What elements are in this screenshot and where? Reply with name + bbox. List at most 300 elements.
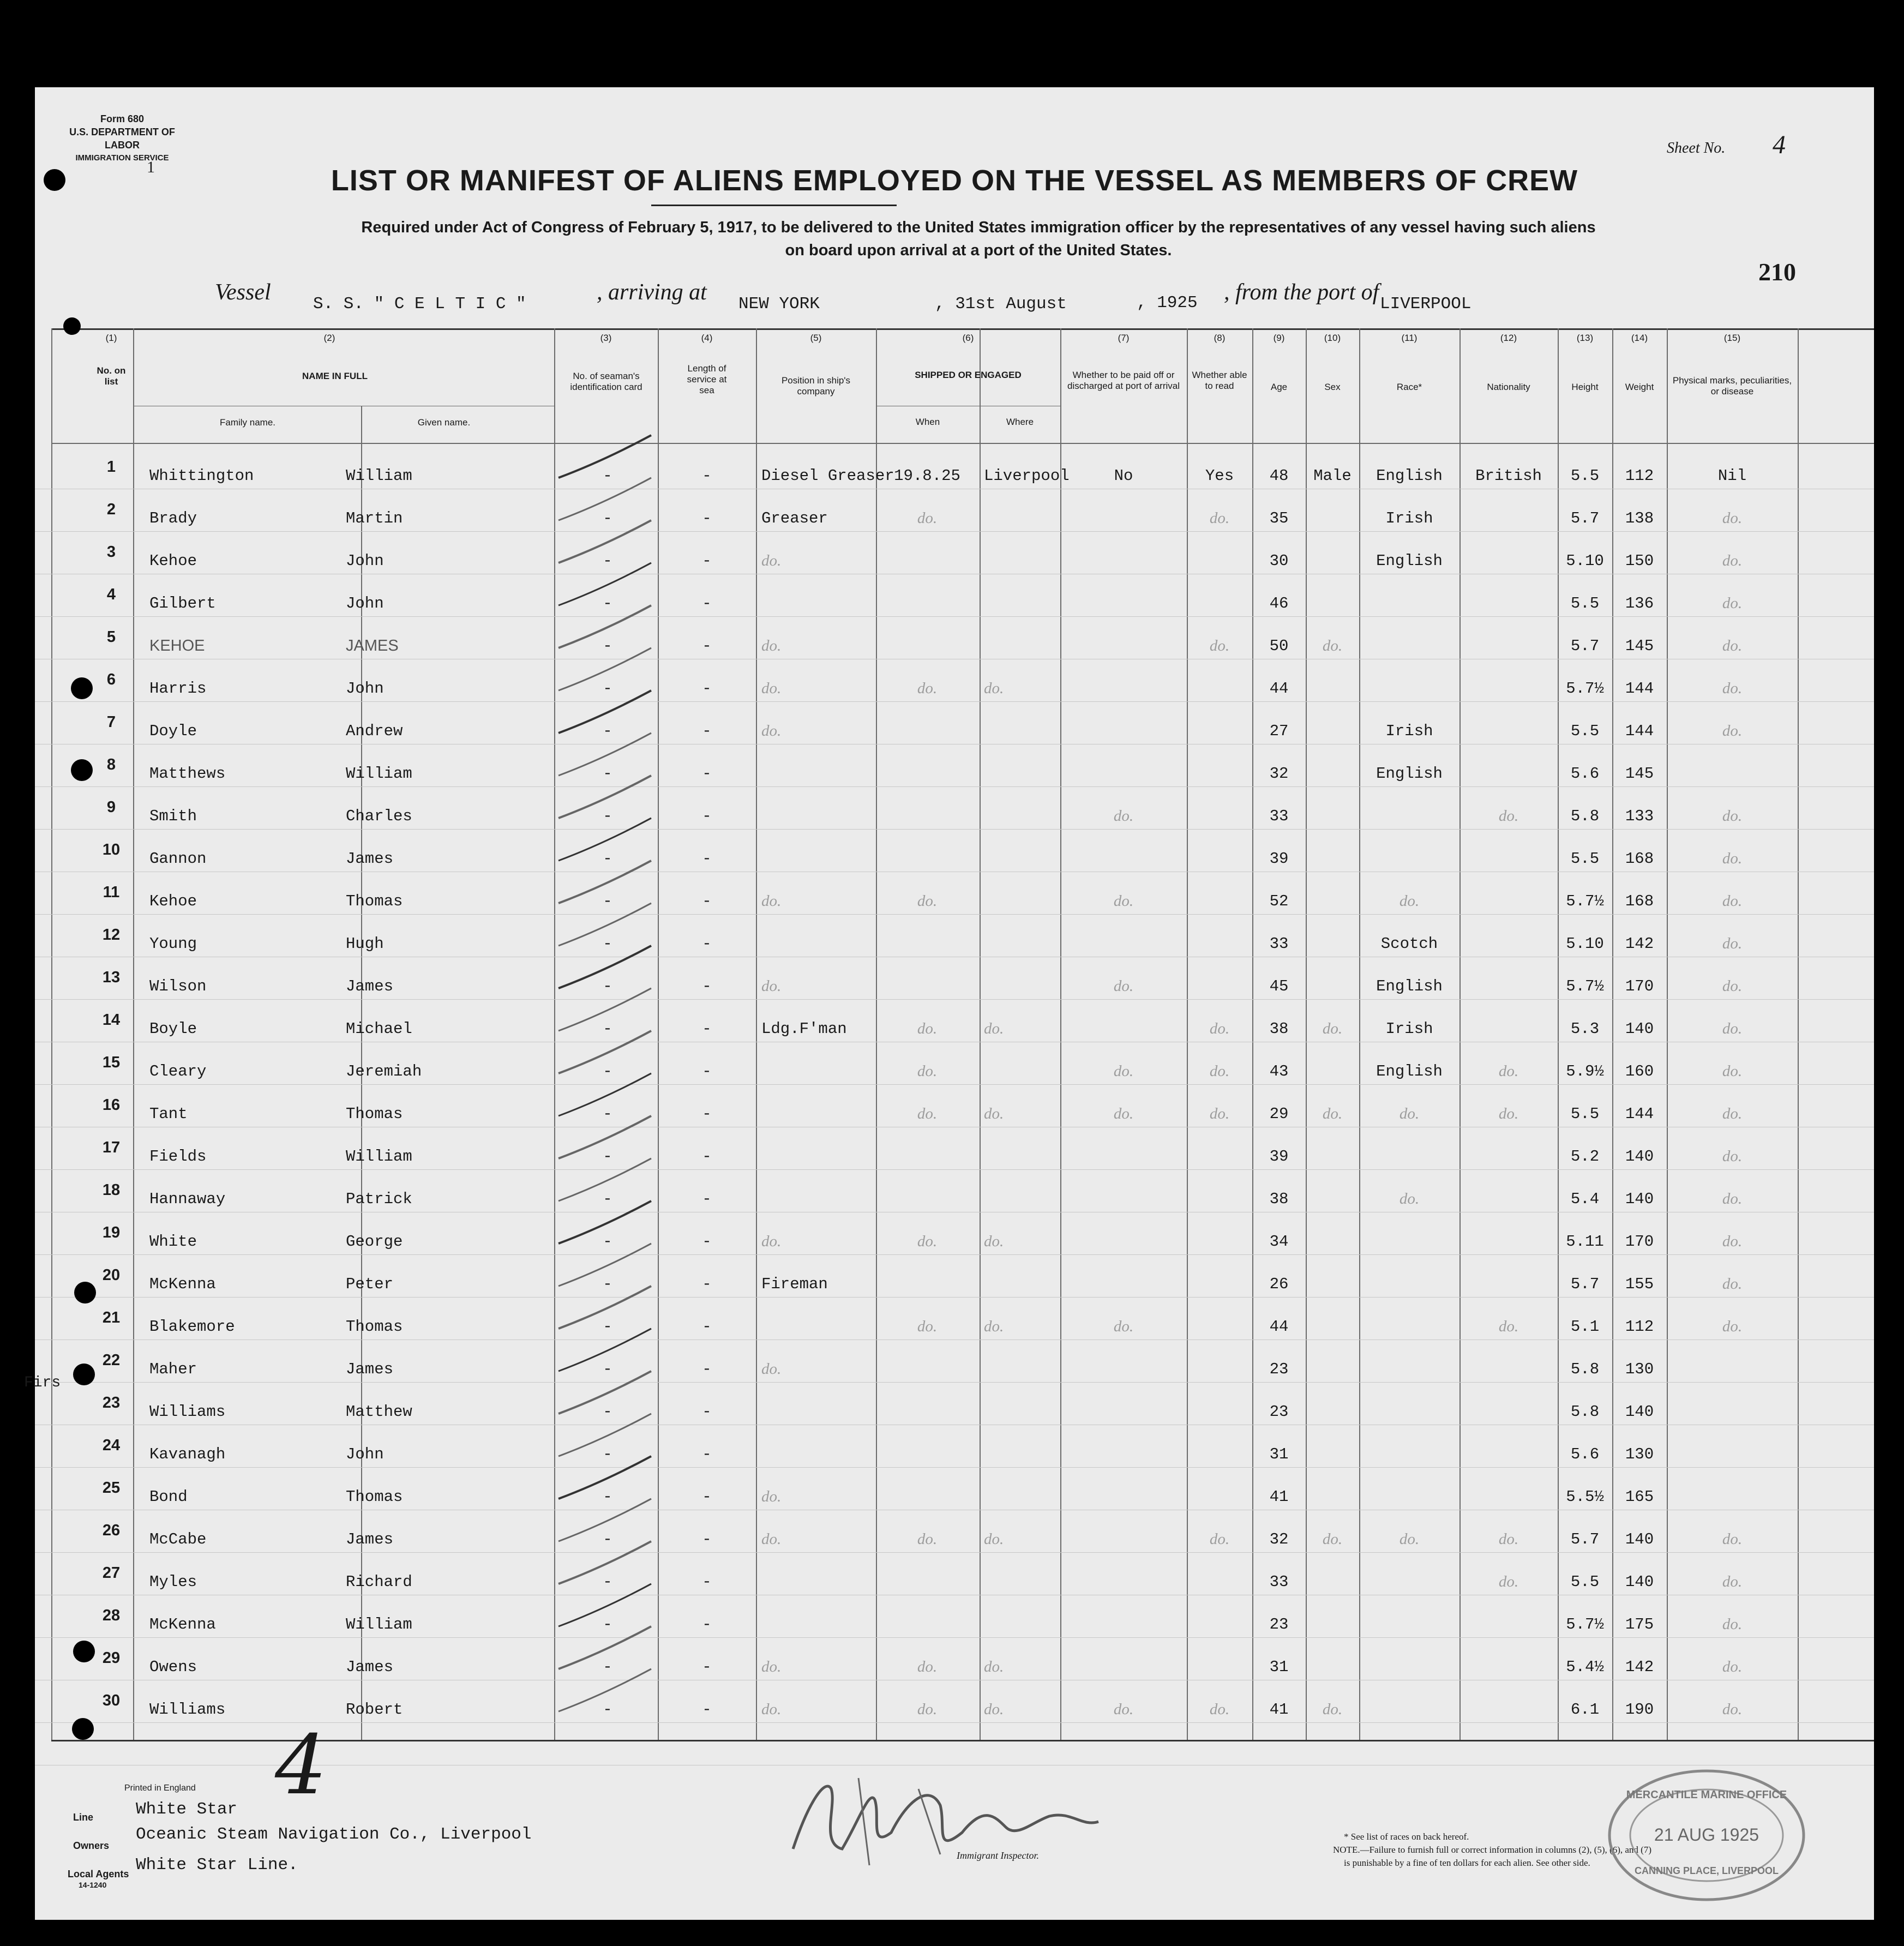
row-number: 26 xyxy=(102,1522,121,1539)
cell-given: James xyxy=(346,1360,394,1378)
cell-family: White xyxy=(149,1233,197,1251)
row-rule xyxy=(35,829,1874,830)
cell-marks: do. xyxy=(1722,1318,1743,1335)
cell-nat: British xyxy=(1475,467,1542,485)
cell-height: 5.3 xyxy=(1570,1020,1600,1038)
cell-age: 45 xyxy=(1269,977,1289,995)
cell-family: McCabe xyxy=(149,1530,207,1548)
cell-where: do. xyxy=(984,1233,1004,1250)
cell-age: 32 xyxy=(1269,765,1289,783)
cell-weight: 140 xyxy=(1625,1020,1654,1038)
cell-age: 33 xyxy=(1269,935,1289,953)
cell-nat: do. xyxy=(1498,1105,1519,1122)
cell-family: McKenna xyxy=(149,1615,216,1633)
cell-when: do. xyxy=(917,1658,938,1675)
row-number: 23 xyxy=(102,1394,121,1412)
cell-service: - xyxy=(702,1488,712,1506)
cell-given: Thomas xyxy=(346,1105,403,1123)
cell-given: William xyxy=(346,467,412,485)
stamp-bottom-text: CANNING PLACE, LIVERPOOL xyxy=(1634,1865,1779,1876)
row-number: 17 xyxy=(102,1139,121,1156)
cell-family: Gilbert xyxy=(149,594,216,612)
cell-when: 19.8.25 xyxy=(894,467,960,485)
cell-race: Scotch xyxy=(1380,935,1438,953)
cell-read: do. xyxy=(1209,1530,1230,1548)
cell-card: - xyxy=(603,594,612,612)
cell-weight: 155 xyxy=(1625,1275,1654,1293)
cell-height: 5.6 xyxy=(1570,1445,1600,1463)
cell-card: - xyxy=(603,1020,612,1038)
cell-family: KEHOE xyxy=(149,637,205,654)
row-number: 3 xyxy=(106,543,116,561)
cell-sex: do. xyxy=(1322,637,1343,654)
cell-family: Wilson xyxy=(149,977,207,995)
cell-service: - xyxy=(702,467,712,485)
cell-marks: do. xyxy=(1722,1062,1743,1080)
cell-position: do. xyxy=(761,977,782,995)
cell-weight: 112 xyxy=(1625,467,1654,485)
cell-given: Thomas xyxy=(346,892,403,910)
cell-weight: 142 xyxy=(1625,1658,1654,1676)
form-code: 14-1240 xyxy=(79,1881,107,1889)
cell-position: Greaser xyxy=(761,509,828,527)
given-name-header: Given name. xyxy=(417,417,471,428)
cell-race: Irish xyxy=(1385,509,1433,527)
cell-weight: 140 xyxy=(1625,1148,1654,1166)
row-rule xyxy=(35,701,1874,702)
row-number: 29 xyxy=(102,1649,121,1667)
cell-age: 43 xyxy=(1269,1062,1289,1080)
cell-age: 32 xyxy=(1269,1530,1289,1548)
cell-height: 5.7 xyxy=(1570,1530,1600,1548)
cell-weight: 144 xyxy=(1625,722,1654,740)
cell-position: do. xyxy=(761,1233,782,1250)
cell-card: - xyxy=(603,1275,612,1293)
col14-header: Weight xyxy=(1625,382,1654,392)
cell-card: - xyxy=(603,680,612,698)
cell-height: 5.5 xyxy=(1570,467,1600,485)
col3-number: (3) xyxy=(600,333,612,343)
punch-hole xyxy=(73,1641,95,1662)
cell-when: do. xyxy=(917,1062,938,1080)
col8-number: (8) xyxy=(1214,333,1226,343)
manifest-title: LIST OR MANIFEST OF ALIENS EMPLOYED ON THE VESSEL AS MEMBERS OF CREW xyxy=(331,164,1578,197)
cell-service: - xyxy=(702,722,712,740)
row-rule xyxy=(35,1169,1874,1170)
cell-given: Thomas xyxy=(346,1318,403,1336)
cell-when: do. xyxy=(917,1701,938,1718)
total-mark: 4 xyxy=(275,1718,327,1813)
col2-number: (2) xyxy=(323,333,335,343)
row-rule xyxy=(35,1382,1874,1383)
row-number: 8 xyxy=(106,756,116,773)
cell-height: 5.8 xyxy=(1570,1360,1600,1378)
cell-height: 5.8 xyxy=(1570,807,1600,825)
cell-service: - xyxy=(702,1233,712,1251)
cell-read: do. xyxy=(1209,1062,1230,1080)
cell-card: - xyxy=(603,1062,612,1080)
cell-position: do. xyxy=(761,892,782,910)
cell-weight: 133 xyxy=(1625,807,1654,825)
cell-age: 23 xyxy=(1269,1360,1289,1378)
row-rule xyxy=(35,616,1874,617)
cell-height: 5.7 xyxy=(1570,1275,1600,1293)
cell-age: 38 xyxy=(1269,1020,1289,1038)
cell-marks: do. xyxy=(1722,637,1743,654)
cell-service: - xyxy=(702,1530,712,1548)
title-underline xyxy=(651,205,897,206)
cell-given: John xyxy=(346,1445,384,1463)
cell-when: do. xyxy=(917,680,938,697)
corner-mark: 1 xyxy=(147,158,155,176)
cell-marks: do. xyxy=(1722,1190,1743,1208)
cell-height: 5.5 xyxy=(1570,1105,1600,1123)
when-header: When xyxy=(915,417,940,427)
cell-family: Hannaway xyxy=(149,1190,226,1208)
cell-sex: do. xyxy=(1322,1530,1343,1548)
cell-age: 23 xyxy=(1269,1615,1289,1633)
cell-family: Boyle xyxy=(149,1020,197,1038)
cell-weight: 145 xyxy=(1625,765,1654,783)
cell-weight: 165 xyxy=(1625,1488,1654,1506)
cell-age: 38 xyxy=(1269,1190,1289,1208)
cell-service: - xyxy=(702,1148,712,1166)
cell-family: Young xyxy=(149,935,197,953)
cell-where: do. xyxy=(984,1701,1004,1718)
col5-header: Position in ship's company xyxy=(781,375,851,397)
cell-marks: do. xyxy=(1722,1105,1743,1122)
cell-height: 6.1 xyxy=(1570,1701,1600,1719)
subtitle-line-2: on board upon arrival at a port of the United States. xyxy=(785,242,1172,259)
row-number: 14 xyxy=(102,1011,121,1029)
col9-number: (9) xyxy=(1273,333,1285,343)
cell-service: - xyxy=(702,1105,712,1123)
cell-card: - xyxy=(603,1701,612,1719)
cell-given: Matthew xyxy=(346,1403,412,1421)
cell-when: do. xyxy=(917,1233,938,1250)
cell-where: do. xyxy=(984,1105,1004,1122)
cell-sex: do. xyxy=(1322,1105,1343,1122)
cell-service: - xyxy=(702,1318,712,1336)
cell-paid: do. xyxy=(1113,1062,1134,1080)
cell-card: - xyxy=(603,1615,612,1633)
cell-card: - xyxy=(603,552,612,570)
punch-hole xyxy=(71,677,93,699)
row-number: 9 xyxy=(106,798,116,816)
cell-card: - xyxy=(603,1445,612,1463)
note-line-2: is punishable by a fine of ten dollars for each alien. See other side. xyxy=(1344,1858,1590,1868)
row-rule xyxy=(35,1254,1874,1255)
cell-service: - xyxy=(702,1615,712,1633)
cell-service: - xyxy=(702,892,712,910)
row-number: 7 xyxy=(106,713,116,731)
cell-position: Ldg.F'man xyxy=(761,1020,847,1038)
punch-hole xyxy=(71,759,93,781)
col13-number: (13) xyxy=(1576,333,1594,343)
col12-number: (12) xyxy=(1500,333,1517,343)
cell-height: 5.1 xyxy=(1570,1318,1600,1336)
cell-service: - xyxy=(702,1190,712,1208)
cell-card: - xyxy=(603,637,612,655)
cell-card: - xyxy=(603,1190,612,1208)
department-name: U.S. DEPARTMENT OF LABOR xyxy=(69,127,175,151)
cell-age: 41 xyxy=(1269,1488,1289,1506)
cell-position: do. xyxy=(761,722,782,740)
cell-read: do. xyxy=(1209,1105,1230,1122)
punch-hole xyxy=(44,169,65,191)
cell-height: 5.7 xyxy=(1570,509,1600,527)
row-number: 11 xyxy=(103,884,120,901)
cell-family: Williams xyxy=(149,1701,226,1719)
cell-service: - xyxy=(702,680,712,698)
col4-number: (4) xyxy=(701,333,713,343)
cell-family: Owens xyxy=(149,1658,197,1676)
cell-weight: 130 xyxy=(1625,1360,1654,1378)
row-number: 2 xyxy=(106,501,116,518)
cell-position: do. xyxy=(761,1658,782,1675)
row-rule xyxy=(35,1297,1874,1298)
cell-family: Bond xyxy=(149,1488,188,1506)
col15-header: Physical marks, peculiarities, or disease xyxy=(1672,375,1792,397)
cell-where: do. xyxy=(984,1020,1004,1037)
mercantile-marine-office-stamp xyxy=(1606,1767,1807,1903)
cell-service: - xyxy=(702,552,712,570)
cell-height: 5.5 xyxy=(1570,594,1600,612)
column-rule xyxy=(980,328,981,1740)
cell-position: do. xyxy=(761,680,782,697)
cell-family: Tant xyxy=(149,1105,188,1123)
cell-card: - xyxy=(603,509,612,527)
row-number: 13 xyxy=(102,969,121,986)
col7-header: Whether to be paid off or discharged at port of arrival xyxy=(1067,370,1180,391)
cell-nat: do. xyxy=(1498,1573,1519,1590)
cell-marks: do. xyxy=(1722,892,1743,910)
cell-age: 44 xyxy=(1269,680,1289,698)
cell-service: - xyxy=(702,850,712,868)
cell-card: - xyxy=(603,892,612,910)
cell-race: do. xyxy=(1399,1190,1420,1208)
cell-weight: 144 xyxy=(1625,1105,1654,1123)
cell-family: McKenna xyxy=(149,1275,216,1293)
cell-position: do. xyxy=(761,1701,782,1718)
cell-nat: do. xyxy=(1498,1530,1519,1548)
cell-weight: 142 xyxy=(1625,935,1654,953)
col7-number: (7) xyxy=(1118,333,1130,343)
row-number: 10 xyxy=(102,841,121,858)
cell-sex: Male xyxy=(1313,467,1352,485)
line-value: White Star xyxy=(136,1800,238,1819)
cell-marks: do. xyxy=(1722,977,1743,995)
cell-service: - xyxy=(702,765,712,783)
cell-marks: do. xyxy=(1722,1148,1743,1165)
cell-position: Diesel Greaser xyxy=(761,467,894,485)
col1-header: No. on list xyxy=(97,365,126,387)
cell-sex: do. xyxy=(1322,1701,1343,1718)
cell-family: Smith xyxy=(149,807,197,825)
cell-position: Fireman xyxy=(761,1275,828,1293)
cell-marks: do. xyxy=(1722,594,1743,612)
cell-family: Kehoe xyxy=(149,552,197,570)
cell-given: Andrew xyxy=(346,722,403,740)
cell-weight: 150 xyxy=(1625,552,1654,570)
cell-service: - xyxy=(702,1360,712,1378)
cell-weight: 144 xyxy=(1625,680,1654,698)
cell-nat: do. xyxy=(1498,807,1519,825)
cell-position: do. xyxy=(761,552,782,569)
cell-service: - xyxy=(702,509,712,527)
cell-marks: do. xyxy=(1722,1573,1743,1590)
col12-header: Nationality xyxy=(1487,382,1530,392)
cell-height: 5.7½ xyxy=(1566,977,1604,995)
col5-number: (5) xyxy=(810,333,822,343)
row-rule xyxy=(35,786,1874,787)
col6-number: (6) xyxy=(962,333,974,343)
from-port-label: , from the port of xyxy=(1224,280,1379,305)
cell-height: 5.7½ xyxy=(1566,892,1604,910)
cell-family: Myles xyxy=(149,1573,197,1591)
cell-weight: 170 xyxy=(1625,1233,1654,1251)
cell-paid: do. xyxy=(1113,892,1134,910)
cell-height: 5.11 xyxy=(1566,1233,1604,1251)
cell-race: English xyxy=(1376,977,1443,995)
col1-number: (1) xyxy=(105,333,117,343)
row-number: 1 xyxy=(106,458,116,476)
cell-age: 46 xyxy=(1269,594,1289,612)
row-number: 5 xyxy=(106,628,116,646)
table-top-border xyxy=(51,328,1874,330)
cell-marks: do. xyxy=(1722,509,1743,527)
col13-header: Height xyxy=(1571,382,1599,392)
cell-given: Jeremiah xyxy=(346,1062,422,1080)
cell-given: William xyxy=(346,1148,412,1166)
row-rule xyxy=(35,914,1874,915)
race-note: * See list of races on back hereof. xyxy=(1344,1831,1469,1842)
row-number: 18 xyxy=(102,1181,121,1199)
cell-card: - xyxy=(603,1148,612,1166)
cell-age: 31 xyxy=(1269,1445,1289,1463)
cell-card: - xyxy=(603,850,612,868)
margin-note: Firs xyxy=(24,1374,61,1391)
cell-race: English xyxy=(1376,467,1443,485)
cell-given: Michael xyxy=(346,1020,412,1038)
column-rule xyxy=(658,328,659,1740)
cell-height: 5.10 xyxy=(1566,552,1604,570)
cell-service: - xyxy=(702,1701,712,1719)
cell-marks: do. xyxy=(1722,1615,1743,1633)
punch-hole xyxy=(74,1282,96,1304)
col11-header: Race* xyxy=(1396,382,1422,392)
punch-hole xyxy=(72,1718,94,1740)
cell-age: 31 xyxy=(1269,1658,1289,1676)
col6-header: SHIPPED OR ENGAGED xyxy=(915,370,1022,380)
cell-card: - xyxy=(603,1573,612,1591)
cell-weight: 190 xyxy=(1625,1701,1654,1719)
cell-given: William xyxy=(346,1615,412,1633)
cell-read: do. xyxy=(1209,1701,1230,1718)
cell-marks: do. xyxy=(1722,935,1743,952)
cell-age: 33 xyxy=(1269,807,1289,825)
row-rule xyxy=(35,531,1874,532)
form-block xyxy=(68,112,177,165)
cell-marks: Nil xyxy=(1717,467,1747,485)
cell-service: - xyxy=(702,977,712,995)
col10-number: (10) xyxy=(1324,333,1341,343)
cell-position: do. xyxy=(761,1488,782,1505)
row-number: 28 xyxy=(102,1607,121,1624)
cell-race: English xyxy=(1376,552,1443,570)
col2-header: NAME IN FULL xyxy=(302,371,368,381)
cell-where: do. xyxy=(984,1658,1004,1675)
cell-family: Matthews xyxy=(149,765,226,783)
cell-marks: do. xyxy=(1722,807,1743,825)
cell-family: Whittington xyxy=(149,467,254,485)
subtitle-line-1: Required under Act of Congress of February 5, 1917, to be delivered to the United States immigration officer by the representatives of any vessel having such aliens xyxy=(361,219,1596,236)
cell-card: - xyxy=(603,467,612,485)
cell-marks: do. xyxy=(1722,1233,1743,1250)
cell-height: 5.4 xyxy=(1570,1190,1600,1208)
col14-number: (14) xyxy=(1631,333,1648,343)
cell-marks: do. xyxy=(1722,722,1743,740)
col10-header: Sex xyxy=(1324,382,1341,392)
col4-header: Length of service at sea xyxy=(687,363,727,395)
cell-family: Brady xyxy=(149,509,197,527)
owners-label: Owners xyxy=(73,1840,110,1851)
vessel-name: S. S. " C E L T I C " xyxy=(313,295,526,314)
cell-age: 50 xyxy=(1269,637,1289,655)
note-line-1: NOTE.—Failure to furnish full or correct information in columns (2), (5), (6), and (7) xyxy=(1333,1845,1651,1855)
cell-card: - xyxy=(603,1658,612,1676)
cell-card: - xyxy=(603,765,612,783)
row-number: 30 xyxy=(102,1692,121,1709)
row-number: 20 xyxy=(102,1266,121,1284)
cell-card: - xyxy=(603,722,612,740)
cell-height: 5.6 xyxy=(1570,765,1600,783)
cell-given: James xyxy=(346,977,394,995)
cell-card: - xyxy=(603,1530,612,1548)
manifest-subtitle xyxy=(220,216,1737,262)
family-name-header: Family name. xyxy=(219,417,276,428)
cell-race: do. xyxy=(1399,1530,1420,1548)
cell-age: 26 xyxy=(1269,1275,1289,1293)
cell-given: JAMES xyxy=(346,637,399,654)
cell-height: 5.7 xyxy=(1570,637,1600,655)
cell-nat: do. xyxy=(1498,1062,1519,1080)
cell-family: Maher xyxy=(149,1360,197,1378)
col11-number: (11) xyxy=(1401,333,1418,343)
cell-weight: 140 xyxy=(1625,1403,1654,1421)
row-number: 15 xyxy=(102,1054,121,1071)
cell-race: do. xyxy=(1399,1105,1420,1122)
arriving-label: , arriving at xyxy=(597,280,707,305)
cell-card: - xyxy=(603,1403,612,1421)
cell-family: Harris xyxy=(149,680,207,698)
col8-header: Whether able to read xyxy=(1192,370,1247,391)
cell-paid: do. xyxy=(1113,977,1134,995)
owners-value: Oceanic Steam Navigation Co., Liverpool xyxy=(136,1825,532,1844)
arrival-year: , 1925 xyxy=(1137,293,1198,313)
cell-marks: do. xyxy=(1722,1701,1743,1718)
row-number: 24 xyxy=(102,1437,121,1454)
cell-when: do. xyxy=(917,1530,938,1548)
cell-family: Blakemore xyxy=(149,1318,235,1336)
cell-given: Charles xyxy=(346,807,412,825)
cell-service: - xyxy=(702,1658,712,1676)
cell-card: - xyxy=(603,977,612,995)
cell-weight: 168 xyxy=(1625,850,1654,868)
cell-marks: do. xyxy=(1722,680,1743,697)
punch-hole xyxy=(73,1364,95,1385)
cell-card: - xyxy=(603,1360,612,1378)
